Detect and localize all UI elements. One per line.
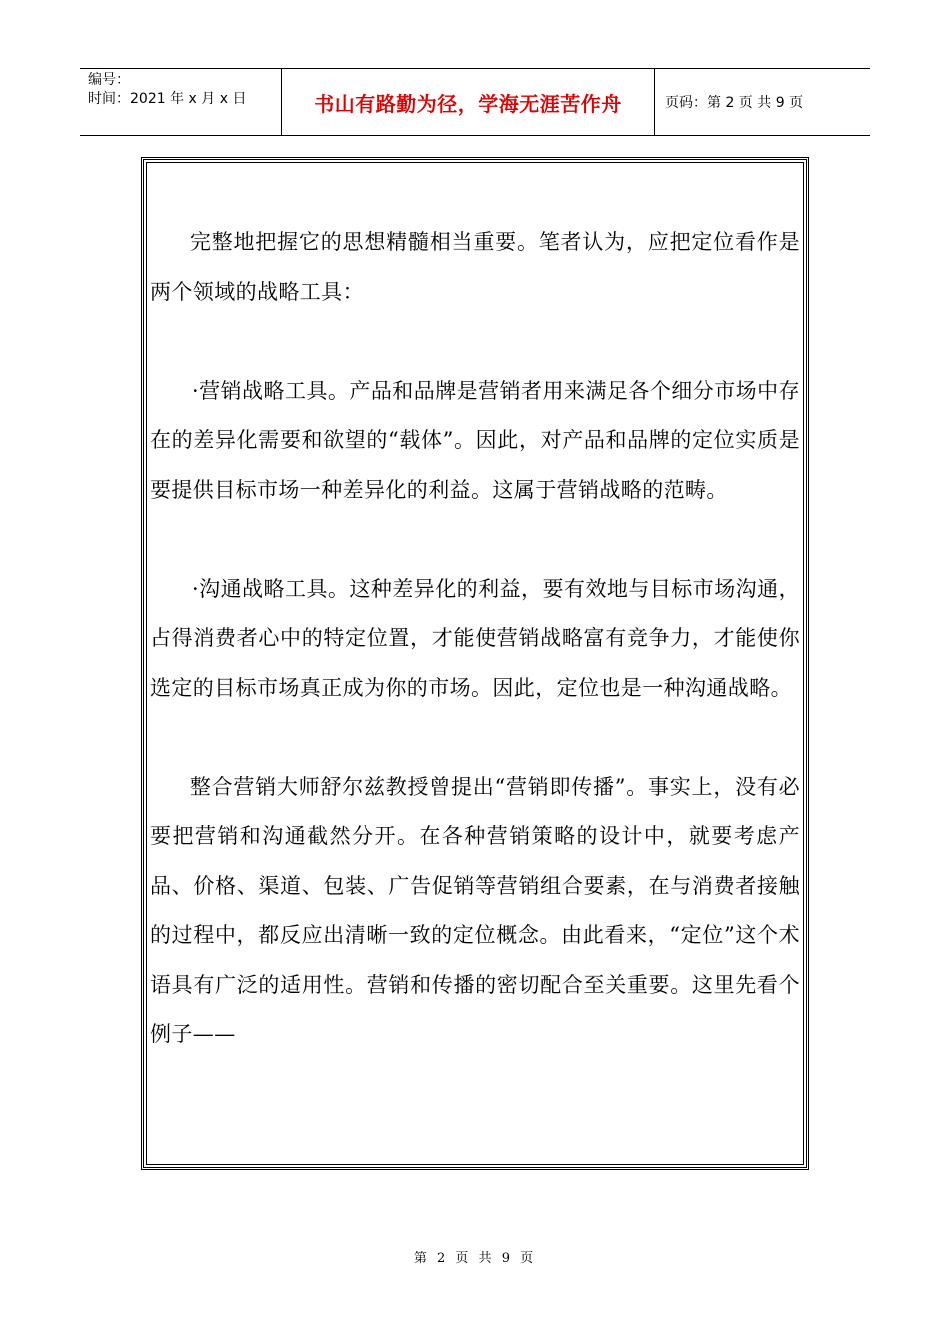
document-header [80,68,870,136]
body-paragraph: ·营销战略工具。产品和品牌是营销者用来满足各个细分市场中存在的差异化需要和欲望的“载体”。因此，对产品和品牌的定位实质是要提供目标市场一种差异化的利益。这属于营销战略的范畴。 [150,378,800,502]
document-number-label: 编号： [88,72,130,88]
document-date: 时间：2021 年 x 月 x 日 [88,91,247,107]
header-motto-cell [282,69,655,135]
header-motto: 书山有路勤为径，学海无涯苦作舟 [314,91,622,116]
header-meta-cell [80,69,282,135]
header-page-info: 页码：第 2 页 共 9 页 [665,95,804,111]
body-paragraph: 完整地把握它的思想精髓相当重要。笔者认为，应把定位看作是两个领域的战略工具： [150,230,800,304]
body-paragraph: 整合营销大师舒尔兹教授曾提出“营销即传播”。事实上，没有必要把营销和沟通截然分开。在各种营销策略的设计中，就要考虑产品、价格、渠道、包装、广告促销等营销组合要素，在与消费者接触的过程中，都反应出清晰一致的定位概念。由此看来，“定位”这个术语具有广泛的适用性。营销和传播的密切配合至关重要。这里先看个例子—— [150,774,800,1046]
header-page-cell [655,69,870,135]
body-paragraph: ·沟通战略工具。这种差异化的利益，要有效地与目标市场沟通，占得消费者心中的特定位置，才能使营销战略富有竞争力，才能使你选定的目标市场真正成为你的市场。因此，定位也是一种沟通战略。 [150,576,800,700]
document-body [150,218,800,1060]
page-footer: 第 2 页 共 9 页 [413,1251,537,1266]
